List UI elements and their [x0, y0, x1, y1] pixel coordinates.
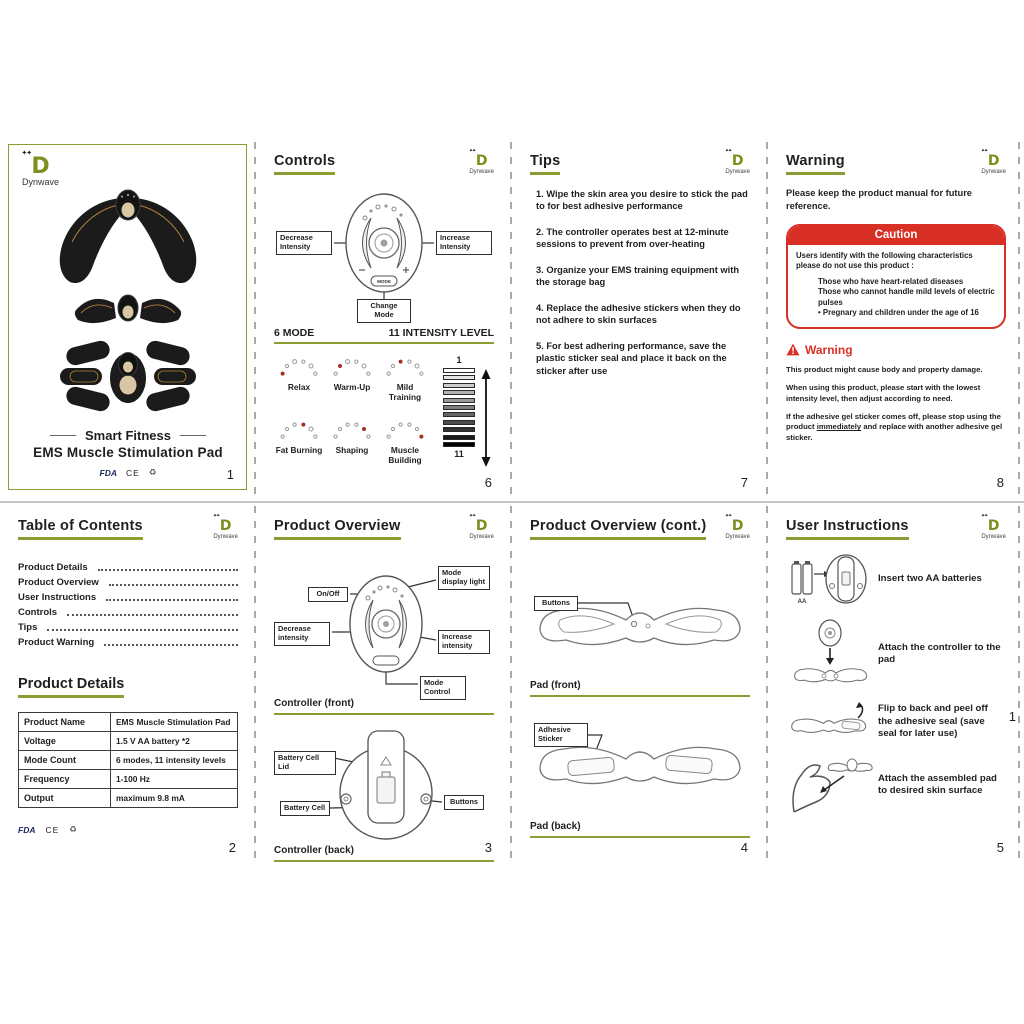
- toc-dots-leader: [47, 629, 238, 631]
- brand-name: Dynwave: [469, 534, 494, 540]
- instruction-step-text: Attach the controller to the pad: [878, 641, 1001, 665]
- modes-grid: [274, 354, 432, 468]
- row-divider-line: [0, 501, 1024, 503]
- brand-name: Dynwave: [981, 169, 1006, 175]
- mode-label: Mild Training: [388, 382, 422, 402]
- sparkle-icon: ✦✦: [724, 513, 732, 519]
- intensity-bar: [443, 383, 475, 388]
- brand-name: Dynwave: [725, 169, 750, 175]
- table-cell-value: maximum 9.8 mA: [110, 789, 237, 808]
- cover-title-line2: EMS Muscle Stimulation Pad: [33, 445, 223, 460]
- table-row: [19, 751, 238, 770]
- instruction-step: [786, 754, 1006, 816]
- toc-entry: [18, 577, 238, 588]
- warning-paragraph: [786, 412, 1006, 443]
- brand-mark: D: [31, 154, 50, 179]
- sparkle-icon: ✦✦: [980, 148, 988, 154]
- toc-entry-label: Product Details: [18, 562, 88, 573]
- sparkle-icon: ✦✦: [21, 150, 32, 157]
- callout-change-mode: Change Mode: [357, 299, 411, 323]
- mode-dots-icon: [383, 354, 427, 377]
- caution-lead: Users identify with the following characteristics please do not use this product :: [796, 251, 973, 271]
- page-warning: [768, 140, 1024, 500]
- brand-name: Dynwave: [22, 177, 60, 187]
- attach-controller-illustration: [786, 618, 874, 690]
- controls-title: Controls: [274, 153, 335, 175]
- mode-item: [327, 417, 377, 468]
- mode-label: Shaping: [335, 445, 369, 455]
- intensity-scale: [440, 354, 494, 468]
- callout-decrease-intensity: Decrease Intensity: [276, 231, 332, 255]
- mode-item: [274, 354, 324, 405]
- warning-title: Warning: [786, 153, 845, 175]
- intensity-header: 11 INTENSITY LEVEL: [388, 327, 494, 339]
- intensity-bar: [443, 375, 475, 380]
- caution-box: [786, 224, 1006, 329]
- warning-paragraph: This product might cause body and property damage.: [786, 364, 983, 374]
- warning-final-suffix: and replace with another adhesive gel sticker.: [786, 422, 1003, 442]
- attach-to-skin-illustration: [786, 754, 874, 816]
- table-row: [19, 789, 238, 808]
- peel-seal-illustration: [786, 700, 874, 744]
- tips-title: Tips: [530, 153, 560, 175]
- table-row: [19, 732, 238, 751]
- recycle-icon: ♻: [69, 824, 77, 834]
- overview-title: Product Overview: [274, 518, 401, 540]
- caution-item: • Pregnary and children under the age of 16: [818, 307, 979, 317]
- page-cover: [0, 140, 256, 500]
- dynwave-logo: [212, 513, 238, 540]
- brand-name: Dynwave: [981, 534, 1006, 540]
- ce-mark: CE: [126, 467, 140, 478]
- instruction-step-text: Attach the assembled pad to desired skin surface: [878, 772, 997, 796]
- page-table-of-contents: [0, 505, 256, 865]
- mode-dots-icon: [277, 354, 321, 377]
- toc-entry-label: User Instructions: [18, 592, 97, 603]
- tip-item: 5. For best adhering performance, save the plastic sticker seal and place it back on the sticker after use: [536, 340, 727, 376]
- toc-dots-leader: [98, 569, 238, 571]
- intensity-bar: [443, 398, 475, 403]
- callout-mode-display-light: Mode display light: [438, 566, 490, 590]
- page-product-overview-cont: [512, 505, 768, 865]
- intensity-bar: [443, 420, 475, 425]
- page-number: 2: [228, 840, 236, 855]
- page-number: 6: [484, 475, 492, 490]
- double-arrow-icon: [478, 368, 494, 468]
- warning-intro: Please keep the product manual for future reference.: [786, 188, 972, 211]
- dynwave-logo: [724, 148, 750, 175]
- mode-dots-icon: [330, 417, 374, 440]
- toc-entry: [18, 622, 238, 633]
- table-cell-value: 1-100 Hz: [110, 770, 237, 789]
- sparkle-icon: ✦✦: [980, 513, 988, 519]
- toc-entry-label: Product Warning: [18, 637, 95, 648]
- controller-front-diagram: [274, 542, 494, 698]
- brand-mark: D: [475, 518, 488, 534]
- fold-page-marker: 1: [1008, 709, 1016, 724]
- instructions-title: User Instructions: [786, 518, 909, 540]
- warning-subtitle: Warning: [805, 342, 853, 357]
- callout-mode-control: Mode Control: [420, 676, 466, 700]
- page-user-instructions: [768, 505, 1024, 865]
- toc-dots-leader: [104, 644, 238, 646]
- table-cell-value: EMS Muscle Stimulation Pad: [110, 713, 237, 732]
- toc-entry-label: Tips: [18, 622, 38, 633]
- mode-button-label: MODE: [377, 279, 391, 284]
- controller-back-diagram: [274, 727, 494, 845]
- instruction-step-text: Flip to back and peel off the adhesive seal (save seal for later use): [878, 703, 988, 740]
- brand-mark: D: [731, 153, 744, 169]
- dynwave-logo: [468, 148, 494, 175]
- brand-mark: D: [731, 518, 744, 534]
- intensity-bar: [443, 442, 475, 447]
- insert-batteries-illustration: [786, 550, 874, 608]
- toc-entry: [18, 607, 238, 618]
- intensity-bar: [443, 390, 475, 395]
- page-number: 3: [484, 840, 492, 855]
- tip-item: 2. The controller operates best at 12-minute sessions to prevent from over-heating: [536, 226, 729, 250]
- toc-entry: [18, 562, 238, 573]
- page-number: 8: [996, 475, 1004, 490]
- table-cell-label: Voltage: [19, 732, 111, 751]
- intensity-bar: [443, 405, 475, 410]
- callout-increase-intensity: Increase Intensity: [436, 231, 492, 255]
- intensity-top-label: 1: [456, 355, 462, 365]
- controller-back-caption: Controller (back): [274, 845, 494, 862]
- dynwave-logo: [980, 148, 1006, 175]
- page-product-overview: [256, 505, 512, 865]
- callout-battery-cell: Battery Cell: [280, 801, 330, 816]
- brand-mark: D: [987, 518, 1000, 534]
- sparkle-icon: ✦✦: [468, 513, 476, 519]
- ce-mark: CE: [45, 824, 60, 835]
- table-cell-label: Output: [19, 789, 111, 808]
- controller-front-caption: Controller (front): [274, 698, 494, 715]
- warning-paragraph: When using this product, please start with the lowest intensity level, then adjust according to need.: [786, 383, 981, 403]
- toc-title: Table of Contents: [18, 518, 143, 540]
- table-cell-value: 6 modes, 11 intensity levels: [110, 751, 237, 770]
- recycle-icon: ♻: [148, 467, 157, 477]
- page-controls: [256, 140, 512, 500]
- mode-item: [380, 417, 430, 468]
- product-pads-illustration: [48, 182, 208, 418]
- dynwave-logo: [468, 513, 494, 540]
- product-details-table: [18, 712, 238, 808]
- brand-mark: D: [219, 518, 232, 534]
- pad-front-diagram: [530, 584, 750, 666]
- table-row: [19, 770, 238, 789]
- toc-entry-label: Controls: [18, 607, 58, 618]
- tip-item: 3. Organize your EMS training equipment with the storage bag: [536, 264, 740, 288]
- brand-mark: D: [475, 153, 488, 169]
- table-cell-label: Mode Count: [19, 751, 111, 770]
- battery-size-label: AA: [797, 599, 807, 605]
- table-cell-value: 1.5 V AA battery *2: [110, 732, 237, 751]
- overview-cont-title: Product Overview (cont.): [530, 518, 706, 540]
- mode-item: [274, 417, 324, 468]
- fda-mark: FDA: [99, 467, 118, 478]
- mode-item: [380, 354, 430, 405]
- page-tips: [512, 140, 768, 500]
- callout-on-off: On/Off: [308, 587, 348, 602]
- brand-name: Dynwave: [725, 534, 750, 540]
- brand-name: Dynwave: [213, 534, 238, 540]
- callout-battery-cell-lid: Battery Cell Lid: [274, 751, 336, 775]
- caution-item: Those who cannot handle mild levels of electric pulses: [818, 287, 995, 307]
- intensity-bar: [443, 427, 475, 432]
- sparkle-icon: ✦✦: [468, 148, 476, 154]
- pad-front-caption: Pad (front): [530, 680, 750, 697]
- cover-title-line1-row: [0, 428, 256, 443]
- instruction-step: [786, 618, 1006, 690]
- table-cell-label: Frequency: [19, 770, 111, 789]
- tip-item: 1. Wipe the skin area you desire to stick the pad to for best adhesive performance: [536, 189, 748, 212]
- callout-adhesive-sticker: Adhesive Sticker: [534, 723, 588, 747]
- instruction-step: [786, 700, 1006, 744]
- mode-dots-icon: [277, 417, 321, 440]
- caution-item: Those who have heart-related diseases: [818, 277, 964, 287]
- brand-mark: D: [987, 153, 1000, 169]
- callout-decrease-intensity: Decrease intensity: [274, 622, 330, 646]
- callout-buttons: Buttons: [444, 795, 484, 810]
- toc-list: [18, 562, 238, 648]
- title-dash: [180, 435, 206, 436]
- table-row: [19, 713, 238, 732]
- page-number: 4: [740, 840, 748, 855]
- toc-entry: [18, 592, 238, 603]
- title-dash: [50, 435, 76, 436]
- controller-diagram: [274, 175, 494, 321]
- warning-final-prefix: If the adhesive gel sticker comes off, please stop using the product: [786, 412, 1001, 432]
- mode-label: Warm-Up: [333, 382, 371, 392]
- intensity-bar: [443, 368, 475, 373]
- product-details-title: Product Details: [18, 676, 124, 698]
- callout-increase-intensity: Increase intensity: [438, 630, 490, 654]
- mode-dots-icon: [330, 354, 374, 377]
- toc-dots-leader: [109, 584, 238, 586]
- dynwave-logo: [980, 513, 1006, 540]
- toc-dots-leader: [67, 614, 238, 616]
- intensity-bar: [443, 412, 475, 417]
- callout-buttons: Buttons: [534, 596, 578, 611]
- controller-back-illustration: [274, 727, 494, 845]
- intensity-bar: [443, 435, 475, 440]
- page-number: 1: [226, 467, 234, 482]
- warning-final-underlined: immediately: [816, 422, 862, 432]
- caution-header: Caution: [788, 226, 1004, 245]
- mode-label: Relax: [287, 382, 311, 392]
- mode-label: Muscle Building: [388, 445, 422, 465]
- toc-entry-label: Product Overview: [18, 577, 99, 588]
- mode-item: [327, 354, 377, 405]
- pad-back-diagram: [530, 723, 750, 805]
- tip-item: 4. Replace the adhesive stickers when they do not adhere to skin surfaces: [536, 302, 741, 326]
- certification-marks: [18, 824, 238, 835]
- instruction-step-text: Insert two AA batteries: [878, 572, 982, 584]
- page-number: 5: [996, 840, 1004, 855]
- brand-name: Dynwave: [469, 169, 494, 175]
- sparkle-icon: ✦✦: [212, 513, 220, 519]
- mode-dots-icon: [383, 417, 427, 440]
- pad-back-caption: Pad (back): [530, 821, 750, 838]
- modes-header: 6 MODE: [274, 327, 315, 339]
- intensity-bottom-label: 11: [454, 449, 464, 460]
- fda-mark: FDA: [18, 824, 36, 835]
- toc-entry: [18, 637, 238, 648]
- mode-label: Fat Burning: [275, 445, 323, 455]
- cover-title-line1: Smart Fitness: [85, 428, 171, 443]
- toc-dots-leader: [106, 599, 238, 601]
- page-number: 7: [740, 475, 748, 490]
- warning-triangle-icon: [786, 343, 800, 356]
- certification-marks: [0, 467, 256, 478]
- dynwave-logo: [724, 513, 750, 540]
- table-cell-label: Product Name: [19, 713, 111, 732]
- instruction-step: [786, 550, 1006, 608]
- sparkle-icon: ✦✦: [724, 148, 732, 154]
